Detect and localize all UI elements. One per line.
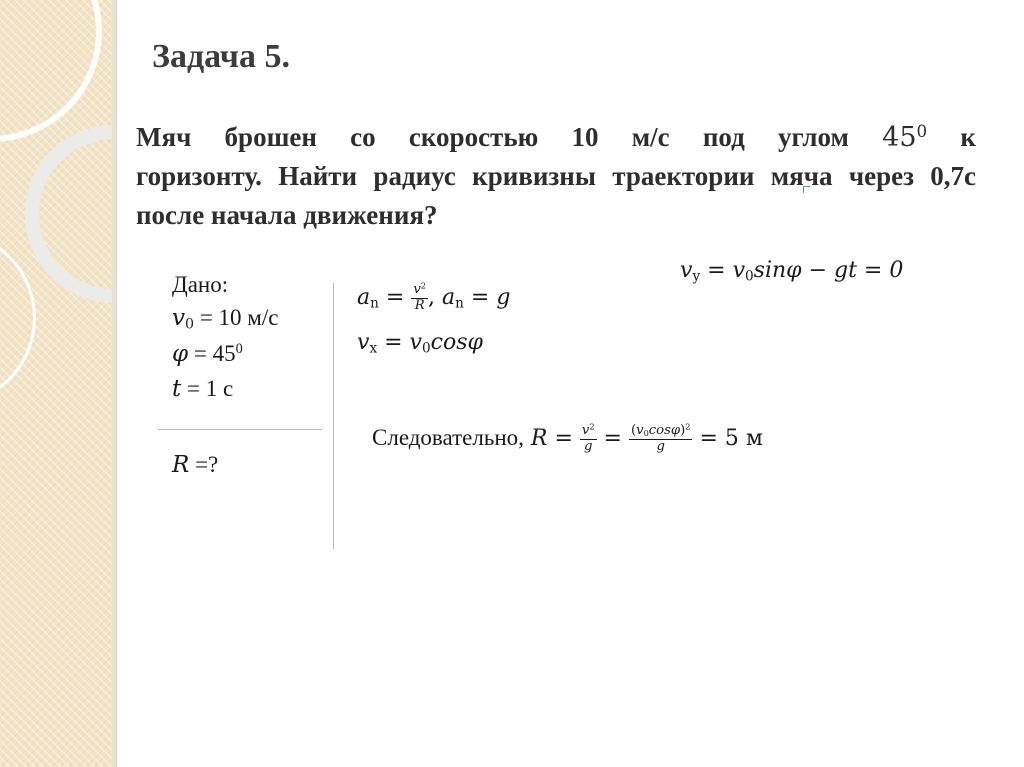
problem-line-1: Мяч брошен со скоростью 10 м/с под углом $45^0$ к bbox=[136, 120, 976, 153]
decorative-side-strip bbox=[0, 0, 112, 767]
given-v0: $v_0 = 10$ м/с bbox=[172, 305, 279, 333]
decorative-ring bbox=[0, 230, 36, 406]
text-corner-marker bbox=[803, 186, 810, 193]
given-angle: $\varphi = 45^0$ bbox=[172, 341, 243, 367]
find-value: R =? bbox=[172, 452, 219, 478]
formula-result: Следовательно, R = $\frac{v^2}{g}$ = $\frac{(v_0\cos\varphi)^2}{g}$ = 5 м bbox=[372, 421, 764, 454]
decorative-ring bbox=[0, 0, 102, 142]
given-heading: Дано: bbox=[172, 272, 229, 297]
formula-normal-acceleration: $a_n$ = $\frac{v^2}{R}$ , $a_n = g$ bbox=[357, 280, 511, 313]
given-separator bbox=[158, 429, 322, 430]
formula-vx: $v_x = v_0\cos\varphi$ bbox=[357, 330, 483, 357]
decorative-ring bbox=[25, 125, 112, 303]
slide-title: Задача 5. bbox=[152, 38, 290, 75]
given-time: t = 1 с bbox=[172, 376, 234, 402]
vertical-divider bbox=[333, 283, 334, 549]
problem-statement bbox=[136, 118, 976, 235]
angle-value: $45^0$ bbox=[882, 120, 928, 153]
problem-rest: горизонту. Найти радиус кривизны траектории мяча через 0,7с после начала движения? bbox=[136, 161, 976, 230]
formula-vy: $v_y = v_0\sin\varphi$ − gt = 0 bbox=[680, 258, 904, 285]
strip-edge-line bbox=[116, 0, 117, 767]
